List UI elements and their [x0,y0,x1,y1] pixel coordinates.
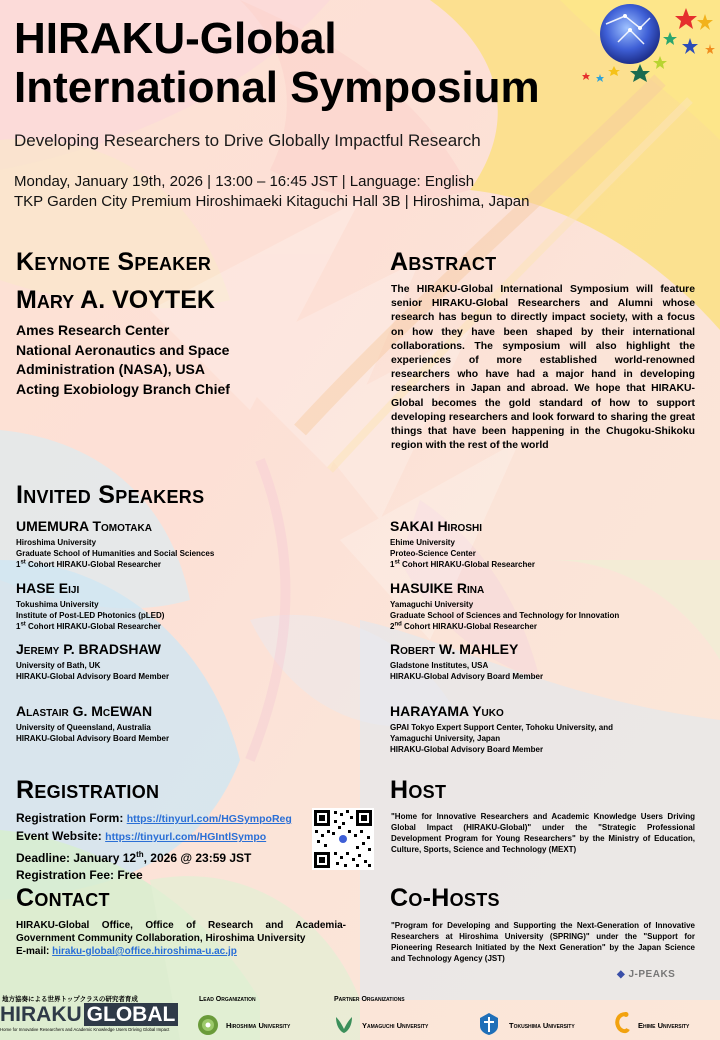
event-venue: TKP Garden City Premium Hiroshimaeki Kitaguchi Hall 3B | Hiroshima, Japan [14,193,530,210]
speaker-affiliation [390,722,613,755]
partner-tokushima: Tokushima University [509,1021,575,1030]
speaker-line: University of Bath, UK [16,661,101,670]
contact-email-link[interactable]: hiraku-global@office.hiroshima-u.ac.jp [52,946,237,957]
cohosts-heading: Co-Hosts [390,884,500,912]
host-text: "Home for Innovative Researchers and Academic Knowledge Users Driving Global Impact (HIRAKU-Global)" under the "Strategic Professional Development Program for Young Researchers" by the Ministry of Education, Culture, Sports, Science and Technology (MEXT) [391,812,695,854]
speaker-affiliation [390,599,619,632]
event-meta [14,172,529,212]
contact-email-row: E-mail: hiraku-global@office.hiroshima-u.ac.jp [16,946,237,957]
speaker-affiliation [390,537,535,570]
ehime-university-emblem [612,1011,632,1035]
speaker-line: Graduate School of Sciences and Technology for Innovation [390,611,620,620]
registration-details [16,810,292,884]
speaker-affiliation [16,722,169,744]
speaker-line: Ehime University [390,538,455,547]
partner-yamaguchi: Yamaguchi University [362,1021,429,1030]
speaker-sakai [390,518,535,570]
registration-form-link[interactable]: https://tinyurl.com/HGSympoReg [126,813,292,825]
page-title [14,14,540,112]
jpeaks-logo: ◆ J-PEAKS [617,969,676,980]
abstract-text: The HIRAKU-Global International Symposium will feature senior HIRAKU-Global Researchers and Alumni whose research has begun to directly impact society, with a focus on how they have been shaped by their international collaborations. The symposium will also highlight the experiences of more established world-renowned researchers who have had a major hand in developing researchers in Japan and abroad. We hope that HIRAKU-Global becomes the gold standard of how to support developing researchers and look forward to sharing the great things that have been happening in the Chugoku-Shikoku region with the rest of the world [391,284,695,452]
partner-org-label: Partner Organizations [334,996,405,1003]
speaker-line: HIRAKU-Global Advisory Board Member [390,672,544,681]
speaker-umemura [16,518,214,570]
speaker-line: Yamaguchi University [390,600,474,609]
event-datetime: Monday, January 19th, 2026 | 13:00 – 16:45 JST | Language: English [14,173,475,190]
subtitle: Developing Researchers to Drive Globally Impactful Research [14,131,481,150]
speaker-line: Yamaguchi University, Japan [390,734,501,743]
speaker-affiliation [16,537,214,570]
hiraku-global-brand [0,994,195,1032]
speaker-name: HASE Eiji [16,580,80,596]
keynote-line: National Aeronautics and Space [16,341,230,358]
speaker-line: 2nd Cohort HIRAKU-Global Researcher [390,621,537,631]
registration-heading: Registration [16,776,160,804]
abstract-heading: Abstract [390,248,497,276]
hiroshima-university-emblem [197,1014,219,1036]
speaker-affiliation [16,599,164,632]
title-line-2: International Symposium [14,63,540,112]
cohosts-text: "Program for Developing and Supporting the Next-Generation of Innovative Researchers at Hiroshima University (SPRING)" under the "Support for Pioneering Research Initiated by the Next Generation" by the Japan Science and Technology Agency (JST) [391,921,695,963]
brand-wordmark: HIRAKU GLOBAL [0,1004,195,1026]
speaker-line: HIRAKU-Global Advisory Board Member [390,745,544,754]
speaker-name: Alastair G. McEWAN [16,703,153,719]
host-heading: Host [390,776,447,804]
event-website-link[interactable]: https://tinyurl.com/HGIntlSympo [105,831,267,843]
speaker-name: UMEMURA Tomotaka [16,518,152,534]
speaker-line: Proteo-Science Center [390,549,476,558]
contact-details [16,919,346,958]
jpeaks-icon: ◆ [617,969,626,980]
speaker-affiliation [390,660,543,682]
keynote-line: Administration (NASA), USA [16,361,205,377]
speaker-line: GPAI Tokyo Expert Support Center, Tohoku University, and [390,723,613,732]
qr-code[interactable] [312,808,374,870]
globe-logo [570,0,720,90]
keynote-line: Ames Research Center [16,322,170,338]
speaker-name: HASUIKE Rina [390,580,485,596]
speaker-name: Jeremy P. BRADSHAW [16,641,161,657]
speaker-line: 1st Cohort HIRAKU-Global Researcher [16,559,161,569]
keynote-line: Acting Exobiology Branch Chief [16,380,230,397]
speaker-mcewan [16,703,169,744]
partner-ehime: Ehime University [638,1021,690,1030]
tokushima-university-emblem [478,1012,500,1036]
brand-tagline: 地方協奏による世界トップクラスの研究者育成 [2,996,138,1003]
speaker-hase [16,580,164,632]
invited-heading: Invited Speakers [16,481,205,509]
keynote-heading: Keynote Speaker [16,248,212,276]
speaker-line: 1st Cohort HIRAKU-Global Researcher [16,621,161,631]
keynote-affiliation [16,321,230,399]
deadline: Deadline: January 12th, 2026 @ 23:59 JST [16,850,252,865]
speaker-line: Institute of Post-LED Photonics (pLED) [16,611,165,620]
speaker-line: Hiroshima University [16,538,97,547]
registration-form-row: Registration Form: https://tinyurl.com/HGSympoReg [16,811,292,825]
speaker-line: Tokushima University [16,600,99,609]
contact-office: HIRAKU-Global Office, Office of Research and Academia-Government Community Collaboration, Hiroshima University [16,920,346,944]
speaker-hasuike [390,580,619,632]
event-website-row: Event Website: https://tinyurl.com/HGIntlSympo [16,829,267,843]
lead-org-hiroshima: Hiroshima University [226,1021,291,1030]
brand-subtitle: Home for Innovative Researchers and Academic Knowledge Users Driving Global Impact [0,1027,170,1032]
keynote-name: Mary A. VOYTEK [16,286,215,314]
speaker-line: Gladstone Institutes, USA [390,661,489,670]
speaker-line: Graduate School of Humanities and Social Sciences [16,549,215,558]
speaker-harayama [390,703,613,755]
lead-org-label: Lead Organization [199,996,256,1003]
speaker-mahley [390,641,543,682]
registration-fee: Registration Fee: Free [16,868,143,882]
speaker-bradshaw [16,641,169,682]
title-line-1: HIRAKU-Global [14,14,337,63]
speaker-line: HIRAKU-Global Advisory Board Member [16,672,170,681]
speaker-line: 1st Cohort HIRAKU-Global Researcher [390,559,535,569]
speaker-affiliation [16,660,169,682]
speaker-name: SAKAI Hiroshi [390,518,483,534]
speaker-line: University of Queensland, Australia [16,723,151,732]
yamaguchi-university-emblem [333,1013,355,1035]
speaker-name: Robert W. MAHLEY [390,641,519,657]
speaker-name: HARAYAMA Yuko [390,703,504,719]
contact-heading: Contact [16,884,110,912]
speaker-line: HIRAKU-Global Advisory Board Member [16,734,170,743]
